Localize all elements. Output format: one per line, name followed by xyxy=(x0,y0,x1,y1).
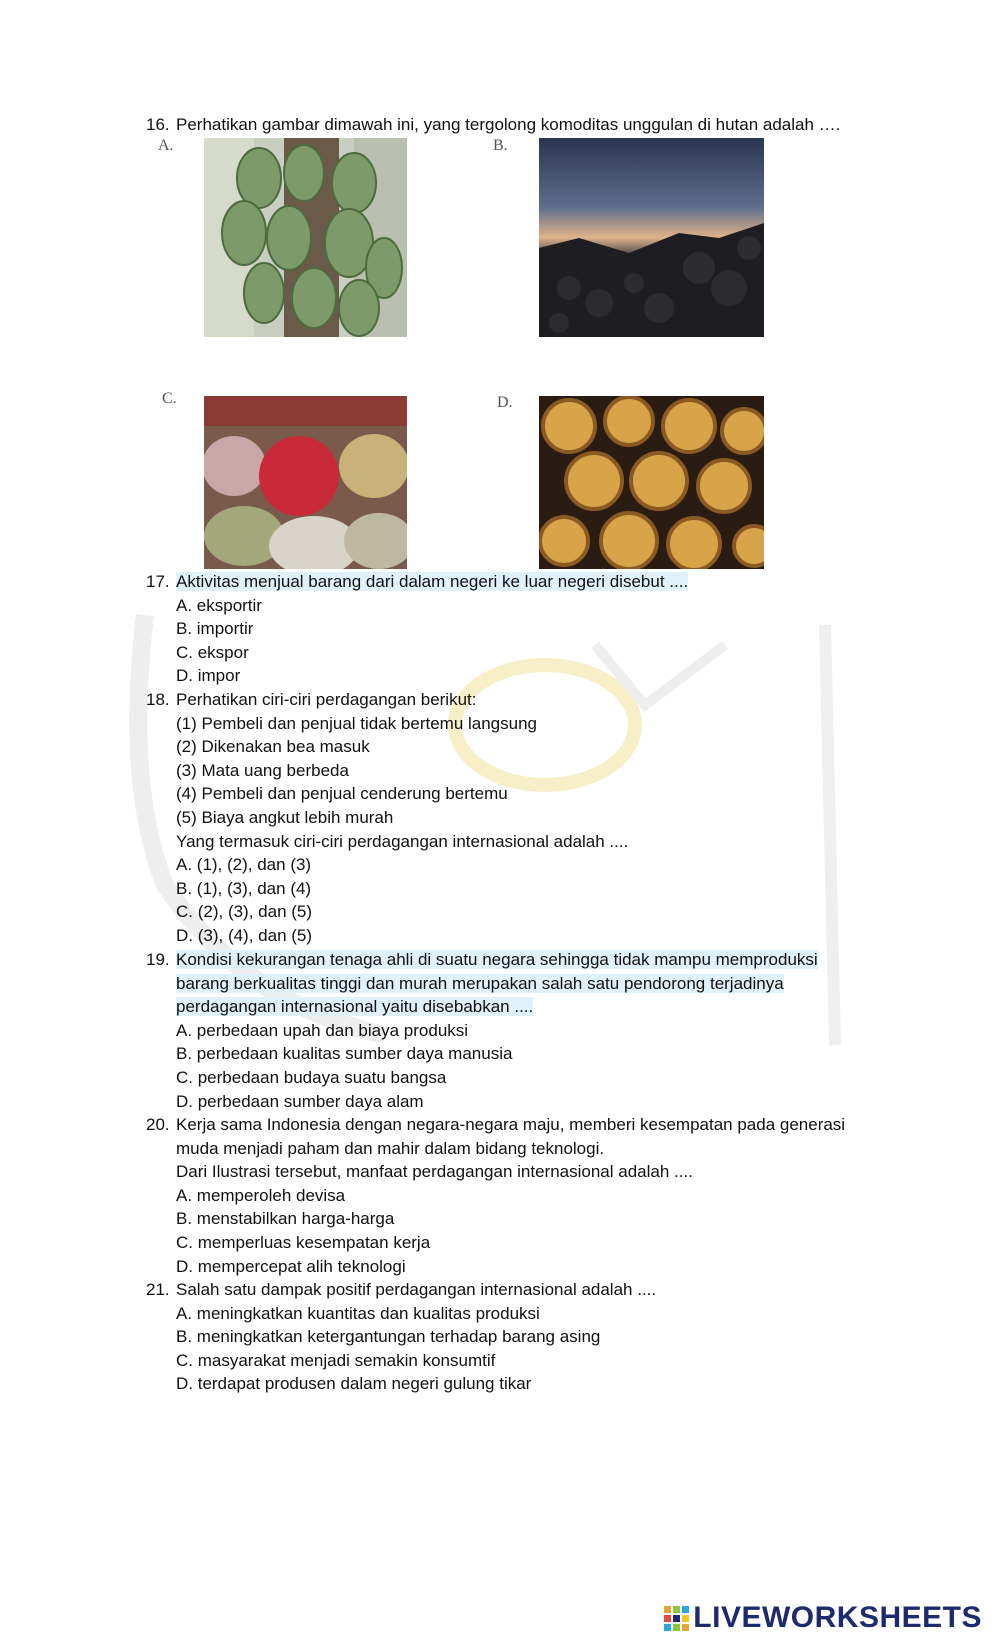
spices-image[interactable] xyxy=(204,396,407,569)
question-20-text: 20. Kerja sama Indonesia dengan negara-negara maju, memberi kesempatan pada generasi xyxy=(146,1113,845,1137)
question-18-prompt: Yang termasuk ciri-ciri perdagangan internasional adalah .... xyxy=(176,831,629,851)
question-17-text: 17. Aktivitas menjual barang dari dalam negeri ke luar negeri disebut .... xyxy=(146,570,688,594)
option-d[interactable]: D. (3), (4), dan (5) xyxy=(176,925,313,945)
question-number: 21. xyxy=(146,1280,170,1299)
option-a-label: A. xyxy=(158,137,174,154)
option-c[interactable]: C. perbedaan budaya suatu bangsa xyxy=(176,1067,447,1087)
option-a[interactable]: A. (1), (2), dan (3) xyxy=(176,855,312,875)
option-d[interactable]: D. mempercepat alih teknologi xyxy=(176,1256,406,1276)
question-20-prompt: Dari Ilustrasi tersebut, manfaat perdagangan internasional adalah .... xyxy=(176,1162,693,1182)
liveworksheets-logo[interactable] xyxy=(664,1601,982,1635)
question-18-text: 18. Perhatikan ciri-ciri perdagangan berikut: xyxy=(146,688,628,712)
list-item: (2) Dikenakan bea masuk xyxy=(176,737,370,757)
option-d-label: D. xyxy=(497,394,513,411)
option-a[interactable]: A. memperoleh devisa xyxy=(176,1185,346,1205)
question-19-text: 19. Kondisi kekurangan tenaga ahli di suatu negara sehingga tidak mampu memproduksi xyxy=(146,948,818,972)
option-c[interactable]: C. (2), (3), dan (5) xyxy=(176,902,313,922)
option-d[interactable]: D. terdapat produsen dalam negeri gulung tikar xyxy=(176,1374,532,1394)
option-b[interactable]: B. menstabilkan harga-harga xyxy=(176,1209,395,1229)
question-21-text: 21. Salah satu dampak positif perdagangan internasional adalah .... xyxy=(146,1278,656,1302)
option-d[interactable]: D. perbedaan sumber daya alam xyxy=(176,1091,424,1111)
option-a[interactable]: A. eksportir xyxy=(176,595,262,615)
option-c[interactable]: C. ekspor xyxy=(176,642,249,662)
question-19-text-line: perdagangan internasional yaitu disebabkan .... xyxy=(176,997,534,1017)
option-b[interactable]: B. meningkatkan ketergantungan terhadap barang asing xyxy=(176,1327,601,1347)
option-c-label: C. xyxy=(162,390,177,407)
list-item: (5) Biaya angkut lebih murah xyxy=(176,807,394,827)
question-number: 19. xyxy=(146,950,170,969)
option-d[interactable]: D. impor xyxy=(176,666,241,686)
brand-name: LIVEWORKSHEETS xyxy=(693,1601,982,1634)
liveworksheets-logo-icon xyxy=(664,1606,689,1631)
list-item: (1) Pembeli dan penjual tidak bertemu langsung xyxy=(176,713,538,733)
option-b[interactable]: B. importir xyxy=(176,619,254,639)
question-16-text: 16. Perhatikan gambar dimawah ini, yang tergolong komoditas unggulan di hutan adalah …. xyxy=(146,113,840,137)
cocoa-pods-image[interactable] xyxy=(204,138,407,337)
option-b[interactable]: B. (1), (3), dan (4) xyxy=(176,878,312,898)
option-b[interactable]: B. perbedaan kualitas sumber daya manusia xyxy=(176,1044,513,1064)
option-b-label: B. xyxy=(493,137,508,154)
timber-logs-image[interactable] xyxy=(539,396,764,569)
option-c[interactable]: C. masyarakat menjadi semakin konsumtif xyxy=(176,1350,496,1370)
coal-image[interactable] xyxy=(539,138,764,337)
list-item: (4) Pembeli dan penjual cenderung bertemu xyxy=(176,784,508,804)
option-a[interactable]: A. meningkatkan kuantitas dan kualitas produksi xyxy=(176,1303,540,1323)
question-number: 18. xyxy=(146,690,170,709)
option-a[interactable]: A. perbedaan upah dan biaya produksi xyxy=(176,1020,469,1040)
question-20-text-line: muda menjadi paham dan mahir dalam bidang teknologi. xyxy=(176,1138,605,1158)
question-19-text-line: barang berkualitas tinggi dan murah merupakan salah satu pendorong terjadinya xyxy=(176,973,784,993)
question-number: 17. xyxy=(146,572,170,591)
question-number: 16. xyxy=(146,115,170,134)
list-item: (3) Mata uang berbeda xyxy=(176,760,349,780)
question-number: 20. xyxy=(146,1115,170,1134)
option-c[interactable]: C. memperluas kesempatan kerja xyxy=(176,1232,431,1252)
